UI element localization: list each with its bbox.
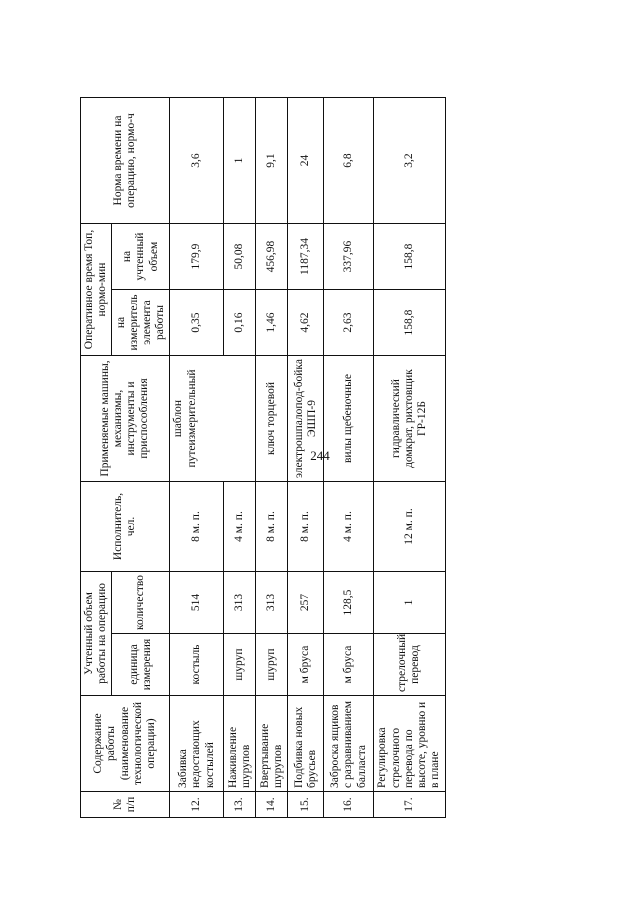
row-per-unit: 1,46 [256,290,288,356]
row-unit: шуруп [256,634,288,696]
header-per-volume: на учтенный объем [112,224,170,290]
row-content: Заброска ящиков с разравниванием балласта [324,696,374,792]
header-quantity: количество [112,572,170,634]
row-per-volume: 179,9 [170,224,224,290]
header-executor: Исполнитель, чел. [81,482,170,572]
norms-table [80,97,446,818]
row-executor: 4 м. п. [224,482,256,572]
header-per-unit: на измеритель элемента работы [112,290,170,356]
rotated-table-container [80,98,442,818]
row-per-unit: 158,8 [374,290,445,356]
row-unit: стрелочный перевод [374,634,445,696]
row-quantity: 1 [374,572,445,634]
row-norm: 6,8 [324,98,374,224]
row-executor: 8 м. п. [288,482,324,572]
table-row [288,98,324,818]
row-norm: 9,1 [256,98,288,224]
row-num: 15. [288,792,324,818]
row-per-volume: 456,98 [256,224,288,290]
row-per-unit: 0,35 [170,290,224,356]
row-norm: 24 [288,98,324,224]
row-per-volume: 50,08 [224,224,256,290]
row-quantity: 257 [288,572,324,634]
table-row [170,98,224,818]
row-executor: 8 м. п. [170,482,224,572]
header-tools: Применяемые машины, механизмы, инструменты и приспособления [81,356,170,482]
row-executor: 12 м. п. [374,482,445,572]
row-content: Подбивка новых брусьев [288,696,324,792]
row-norm: 3,2 [374,98,445,224]
row-content: Наживление шурупов [224,696,256,792]
row-executor: 4 м. п. [324,482,374,572]
table-row [256,98,288,818]
row-quantity: 313 [256,572,288,634]
row-num: 13. [224,792,256,818]
row-tools: ключ торцевой [256,356,288,482]
row-unit: м бруса [324,634,374,696]
header-volume-group: Учтенный объем работы на операцию [81,572,112,696]
row-per-volume: 337,96 [324,224,374,290]
row-per-volume: 158,8 [374,224,445,290]
row-tools: гидравлический домкрат, рихтовщик ГР-12Б [374,356,445,482]
header-time-group: Оперативное время Топ, нормо-мин [81,224,112,356]
row-num: 12. [170,792,224,818]
row-num: 14. [256,792,288,818]
row-content: Регулировка стрелочного перевода по высоте, уровню и в плане [374,696,445,792]
row-num: 16. [324,792,374,818]
row-tools: вилы щебеночные [324,356,374,482]
table-row [324,98,374,818]
row-unit: шуруп [224,634,256,696]
table-row [374,98,445,818]
row-num: 17. [374,792,445,818]
row-tools: шаблон путеизмерительный [170,356,256,482]
row-per-unit: 4,62 [288,290,324,356]
page-number: 244 [310,448,330,463]
row-content: Забивка недостающих костылей [170,696,224,792]
row-norm: 3,6 [170,98,224,224]
row-content: Ввертывание шурупов [256,696,288,792]
header-unit: единица измерения [112,634,170,696]
row-quantity: 313 [224,572,256,634]
row-quantity: 514 [170,572,224,634]
row-unit: костыль [170,634,224,696]
row-per-volume: 1187,34 [288,224,324,290]
row-quantity: 128,5 [324,572,374,634]
header-num: № п/п [81,792,170,818]
row-unit: м бруса [288,634,324,696]
row-per-unit: 0,16 [224,290,256,356]
row-norm: 1 [224,98,256,224]
header-content: Содержание работы (наименование технологической операции) [81,696,170,792]
row-executor: 8 м. п. [256,482,288,572]
row-per-unit: 2,63 [324,290,374,356]
row-tools: электрошпалопод-бойка ЭШП-9 [288,356,324,482]
header-norm: Норма времени на операцию, нормо-ч [81,98,170,224]
